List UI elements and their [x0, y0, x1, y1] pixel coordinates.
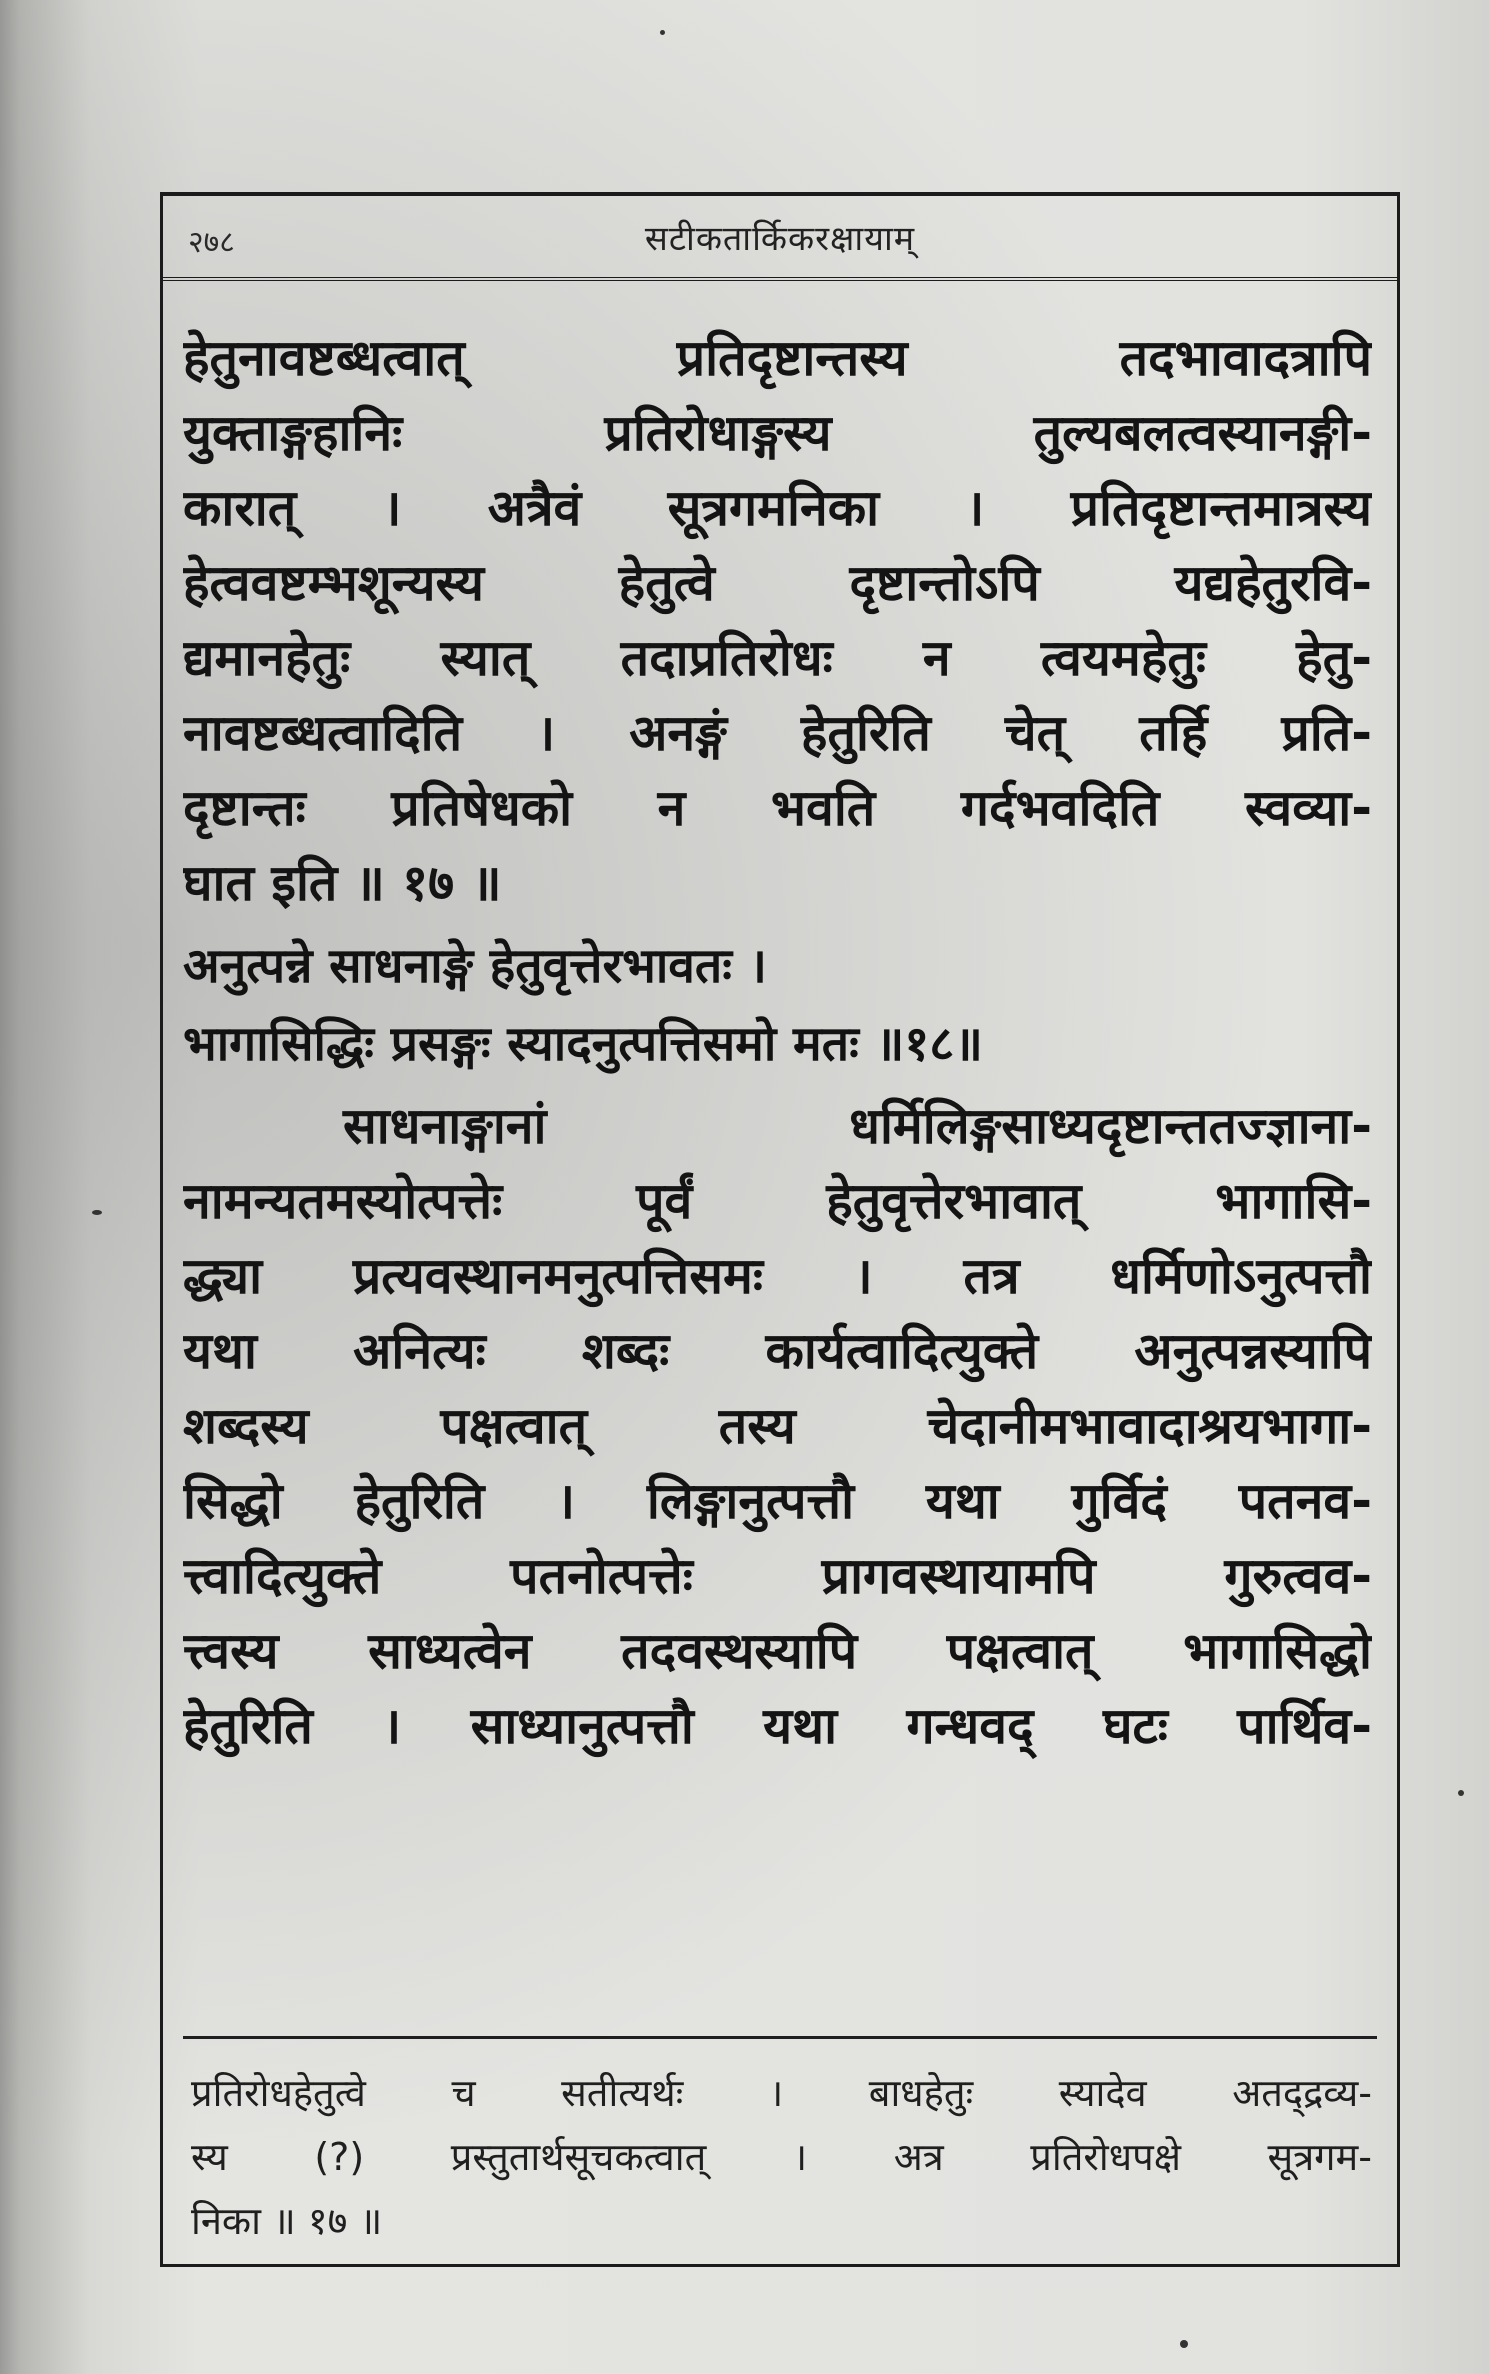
- scan-speck: [92, 1210, 102, 1215]
- page-border-frame: [160, 192, 1400, 2267]
- text-line: शब्दस्य पक्षत्वात् तस्य चेदानीमभावादाश्रयभागा-: [183, 1397, 1372, 1455]
- verse-line: भागासिद्धिः प्रसङ्गः स्यादनुत्पत्तिसमो मतः ॥१८॥: [183, 1016, 983, 1072]
- footnote-line: निका ॥ १७ ॥: [191, 2199, 383, 2243]
- footnote-block: [191, 2061, 1372, 2253]
- footnote-line: स्य (?) प्रस्तुतार्थसूचकत्वात् । अत्र प्रतिरोधपक्षे सूत्रगम-: [191, 2135, 1372, 2179]
- text-line: यथा अनित्यः शब्दः कार्यत्वादित्युक्ते अनुत्पन्नस्यापि: [183, 1322, 1372, 1380]
- text-line: दृष्टान्तः प्रतिषेधको न भवति गर्दभवदिति स्वव्या-: [183, 779, 1372, 837]
- text-line: कारात् । अत्रैवं सूत्रगमनिका । प्रतिदृष्टान्तमात्रस्य: [183, 479, 1372, 537]
- text-line: हेत्ववष्टम्भशून्यस्य हेतुत्वे दृष्टान्तोऽपि यद्यहेतुरवि-: [183, 554, 1372, 612]
- footnote-line: प्रतिरोधहेतुत्वे च सतीत्यर्थः । बाधहेतुः स्यादेव अतद्द्रव्य-: [191, 2071, 1372, 2115]
- text-line: त्त्वादित्युक्ते पतनोत्पत्तेः प्रागवस्थायामपि गुरुत्वव-: [183, 1547, 1372, 1605]
- scan-speck: [660, 30, 665, 35]
- page-header: [163, 196, 1397, 281]
- verse-line: अनुत्पन्ने साधनाङ्गे हेतुवृत्तेरभावतः ।: [183, 938, 767, 994]
- text-line: नावष्टब्धत्वादिति । अनङ्गं हेतुरिति चेत् तर्हि प्रति-: [183, 704, 1372, 762]
- footnote-divider: [183, 2036, 1377, 2039]
- scan-speck: [1458, 1790, 1464, 1796]
- text-line: द्ध्या प्रत्यवस्थानमनुत्पत्तिसमः । तत्र धर्मिणोऽनुत्पत्तौ: [183, 1247, 1372, 1305]
- text-line: सिद्धो हेतुरिति । लिङ्गानुत्पत्तौ यथा गुर्विदं पतनव-: [183, 1472, 1372, 1530]
- text-line: हेतुनावष्टब्धत्वात् प्रतिदृष्टान्तस्य तदभावादत्रापि: [183, 329, 1372, 387]
- text-line: नामन्यतमस्योत्पत्तेः पूर्वं हेतुवृत्तेरभावात् भागासि-: [183, 1172, 1372, 1230]
- main-text-block: [183, 321, 1372, 1764]
- text-line: द्यमानहेतुः स्यात् तदाप्रतिरोधः न त्वयमहेतुः हेतु-: [183, 629, 1372, 687]
- text-line: घात इति ॥ १७ ॥: [183, 854, 502, 912]
- text-line: साधनाङ्गानां धर्मिलिङ्गसाध्यदृष्टान्ततज्ज्ञाना-: [343, 1097, 1372, 1155]
- running-title: सटीकतार्किकरक्षायाम्: [644, 219, 916, 259]
- scan-speck: [1180, 2340, 1188, 2348]
- page-number: २७८: [188, 225, 235, 260]
- text-line: हेतुरिति । साध्यानुत्पत्तौ यथा गन्धवद् घटः पार्थिव-: [183, 1697, 1372, 1755]
- text-line: युक्ताङ्गहानिः प्रतिरोधाङ्गस्य तुल्यबलत्वस्यानङ्गी-: [183, 404, 1372, 462]
- text-line: त्त्वस्य साध्यत्वेन तदवस्थस्यापि पक्षत्वात् भागासिद्धो: [183, 1622, 1372, 1680]
